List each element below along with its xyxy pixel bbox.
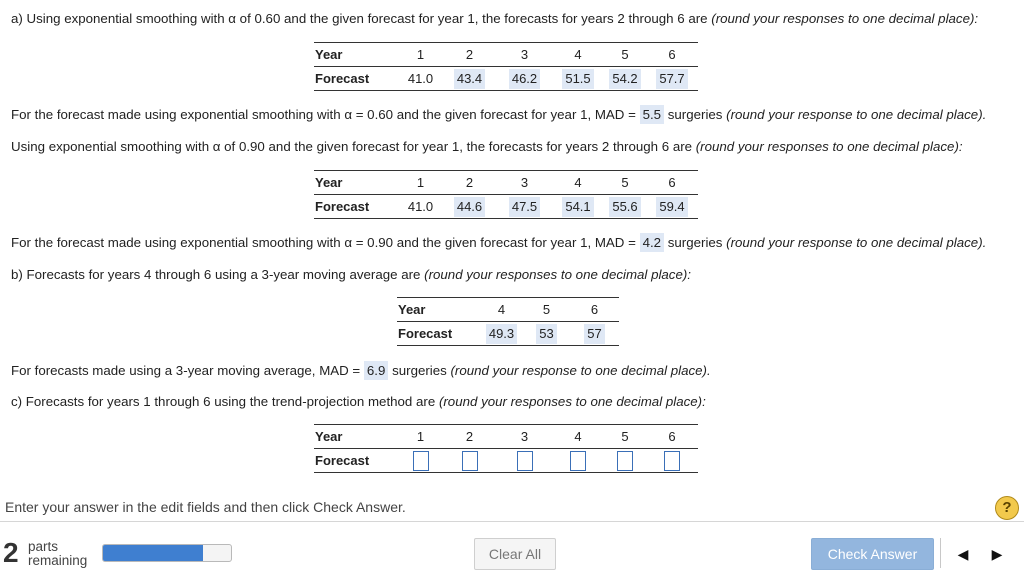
forecast-table-trend-projection (314, 424, 698, 473)
forecast-value: 41.0 (399, 67, 442, 91)
year-cell: 3 (497, 171, 552, 195)
forecast-answer-field[interactable]: 53 (536, 324, 556, 344)
year-cell: 2 (442, 171, 497, 195)
year-cell: 1 (399, 171, 442, 195)
forecast-answer-field[interactable]: 55.6 (609, 197, 640, 217)
year-cell: 2 (442, 425, 497, 449)
year-cell: 5 (604, 425, 646, 449)
forecast-input-field[interactable] (617, 451, 633, 471)
year-header: Year (397, 298, 480, 322)
forecast-input-field[interactable] (413, 451, 429, 471)
progress-bar-fill (103, 545, 203, 561)
forecast-answer-field[interactable]: 44.6 (454, 197, 485, 217)
year-header: Year (314, 43, 399, 67)
parts-remaining-label: parts remaining (28, 539, 88, 568)
year-cell: 2 (442, 43, 497, 67)
forecast-table-moving-average (397, 297, 619, 346)
year-cell: 3 (497, 425, 552, 449)
forecast-answer-field[interactable]: 54.2 (609, 69, 640, 89)
forecast-input-field[interactable] (517, 451, 533, 471)
forecast-input-field[interactable] (462, 451, 478, 471)
forecast-answer-field[interactable]: 51.5 (562, 69, 593, 89)
forecast-answer-field[interactable]: 46.2 (509, 69, 540, 89)
mad-answer-field[interactable]: 6.9 (364, 361, 389, 380)
mad-alpha-060-text: For the forecast made using exponential smoothing with α = 0.60 and the given forecast for year 1, MAD = 5.5 surgeries (round your response to one decimal place). (11, 107, 987, 122)
forecast-header: Forecast (397, 322, 480, 346)
question-c-text: c) Forecasts for years 1 through 6 using the trend-projection method are (round your responses to one decimal place): (11, 394, 706, 409)
year-cell: 6 (570, 298, 619, 322)
forecast-answer-field[interactable]: 57 (584, 324, 604, 344)
mad-moving-average-text: For forecasts made using a 3-year moving average, MAD = 6.9 surgeries (round your response to one decimal place). (11, 363, 711, 378)
progress-bar (102, 544, 232, 562)
question-a-text: a) Using exponential smoothing with α of 0.60 and the given forecast for year 1, the forecasts for years 2 through 6 are (round your responses to one decimal place): (11, 11, 979, 26)
year-cell: 5 (523, 298, 570, 322)
forecast-table-alpha-060 (314, 42, 698, 91)
year-cell: 1 (399, 43, 442, 67)
forecast-answer-field[interactable]: 54.1 (562, 197, 593, 217)
forecast-answer-field[interactable]: 57.7 (656, 69, 687, 89)
year-cell: 5 (604, 43, 646, 67)
year-cell: 4 (480, 298, 523, 322)
check-answer-button[interactable]: Check Answer (811, 538, 934, 570)
year-cell: 1 (399, 425, 442, 449)
parts-remaining-count: 2 (3, 537, 19, 568)
forecast-header: Forecast (314, 67, 399, 91)
year-cell: 6 (646, 43, 698, 67)
forecast-value: 41.0 (399, 195, 442, 219)
mad-answer-field[interactable]: 4.2 (640, 233, 665, 252)
footer-separator (940, 538, 941, 568)
question-a2-text: Using exponential smoothing with α of 0.90 and the given forecast for year 1, the forecasts for years 2 through 6 are (round your responses to one decimal place): (11, 139, 963, 154)
instructions-text: Enter your answer in the edit fields and then click Check Answer. (5, 499, 406, 515)
mad-answer-field[interactable]: 5.5 (640, 105, 665, 124)
year-cell: 3 (497, 43, 552, 67)
help-icon[interactable]: ? (995, 496, 1019, 520)
next-arrow-icon[interactable]: ▶ (991, 545, 1003, 562)
forecast-answer-field[interactable]: 59.4 (656, 197, 687, 217)
previous-arrow-icon[interactable]: ◀ (957, 545, 969, 562)
mad-alpha-090-text: For the forecast made using exponential smoothing with α = 0.90 and the given forecast for year 1, MAD = 4.2 surgeries (round your response to one decimal place). (11, 235, 987, 250)
forecast-answer-field[interactable]: 49.3 (486, 324, 517, 344)
year-cell: 5 (604, 171, 646, 195)
year-cell: 4 (552, 425, 604, 449)
forecast-table-alpha-090 (314, 170, 698, 219)
forecast-header: Forecast (314, 195, 399, 219)
year-cell: 4 (552, 43, 604, 67)
year-cell: 6 (646, 425, 698, 449)
forecast-input-field[interactable] (570, 451, 586, 471)
forecast-answer-field[interactable]: 47.5 (509, 197, 540, 217)
forecast-answer-field[interactable]: 43.4 (454, 69, 485, 89)
forecast-header: Forecast (314, 449, 399, 473)
question-b-text: b) Forecasts for years 4 through 6 using a 3-year moving average are (round your responses to one decimal place): (11, 267, 691, 282)
footer-divider (0, 521, 1024, 522)
year-header: Year (314, 425, 399, 449)
clear-all-button[interactable]: Clear All (474, 538, 556, 570)
year-cell: 6 (646, 171, 698, 195)
forecast-input-field[interactable] (664, 451, 680, 471)
year-header: Year (314, 171, 399, 195)
year-cell: 4 (552, 171, 604, 195)
